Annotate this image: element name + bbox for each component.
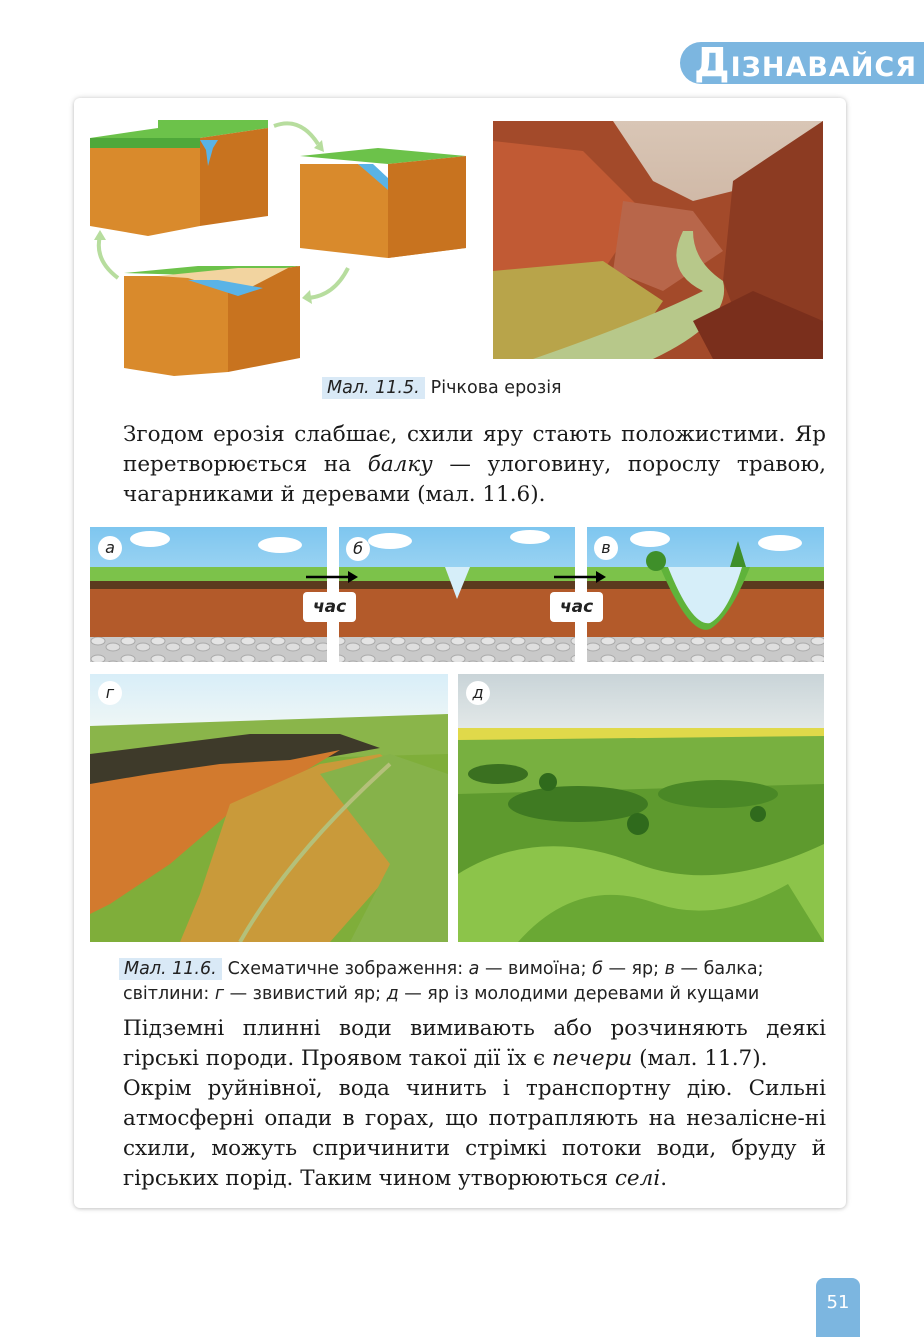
panel-label-g: г	[98, 681, 122, 705]
caption-text: — вимоїна;	[479, 959, 593, 979]
figure-11-5-caption	[322, 378, 562, 398]
caption-text: — яр із молодими деревами й кущами	[398, 984, 760, 1004]
gully-schematic-panels	[90, 527, 824, 662]
panel-label-b: б	[346, 537, 370, 561]
figure-caption-text: Річкова ерозія	[430, 378, 562, 398]
erosion-block-early	[90, 120, 268, 236]
figure-number: Мал. 11.5.	[322, 377, 425, 399]
panel-label-d: д	[466, 681, 490, 705]
caption-text: — балка;	[674, 959, 764, 979]
figure-11-6-caption	[119, 957, 764, 1007]
time-badge-1: час	[303, 592, 356, 622]
panel-a	[90, 527, 327, 662]
panel-label-a: а	[98, 536, 122, 560]
panel-v	[587, 527, 824, 662]
winding-ravine-photo	[90, 674, 448, 942]
term-pechery: печери	[551, 1046, 633, 1071]
paragraph-text: .	[660, 1166, 668, 1191]
paragraph-text: — улоговину, порослу травою, чагарниками й деревами (мал. 11.6).	[123, 452, 826, 507]
paragraph-text: Згодом ерозія слабшає, схили яру стають положистими. Яр перетворюється на	[123, 422, 826, 477]
caption-letter: а	[468, 959, 480, 979]
caption-text: Схематичне зображення:	[227, 959, 469, 979]
term-balka: балку	[367, 452, 433, 477]
caption-letter: б	[592, 959, 603, 979]
caption-letter: г	[214, 984, 225, 1004]
page-number: 51	[816, 1278, 860, 1337]
canyon-photo	[493, 121, 823, 359]
caption-letter: в	[664, 959, 675, 979]
ravine-with-trees-photo	[458, 674, 824, 942]
paragraph-text: (мал. 11.7).	[632, 1046, 768, 1071]
time-badge-2: час	[550, 592, 603, 622]
paragraph-text: Окрім руйнівної, вода чинить і транспортну дію. Сильні атмосферні опади в горах, що потрапляють на незалісне-ні схили, можуть спричинити стрімкі потоки води, бруду й гірських порід. Таким чином утворюються	[123, 1076, 826, 1191]
caption-letter: д	[386, 984, 399, 1004]
panel-label-v: в	[594, 536, 618, 560]
section-tab-initial: Д	[694, 40, 731, 86]
paragraph-text: Підземні плинні води вимивають або розчиняють деякі гірські породи. Проявом такої дії їх є	[123, 1016, 826, 1071]
caption-text: — яр;	[602, 959, 665, 979]
caption-text: — звивистий яр;	[224, 984, 387, 1004]
section-tab	[680, 42, 924, 84]
erosion-cycle-diagram	[88, 118, 488, 380]
paragraph-1	[93, 420, 826, 510]
erosion-block-middle	[300, 148, 466, 258]
figure-number: Мал. 11.6.	[119, 958, 222, 980]
panel-b	[339, 527, 575, 662]
section-tab-rest: ІЗНАВАЙСЯ	[730, 52, 918, 83]
paragraph-3	[93, 1074, 826, 1194]
term-seli: селі	[614, 1166, 661, 1191]
erosion-block-late	[124, 266, 300, 376]
caption-text: світлини:	[123, 984, 215, 1004]
paragraph-2	[93, 1014, 826, 1074]
